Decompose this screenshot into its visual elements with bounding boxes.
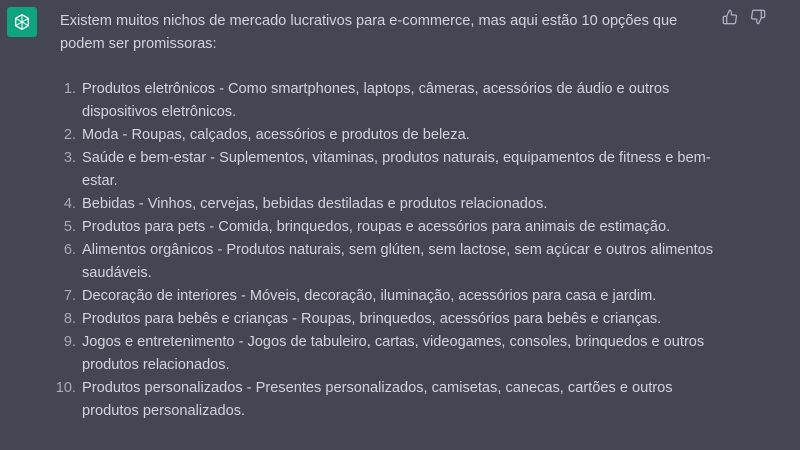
- list-item: [60, 147, 715, 193]
- thumbs-up-button[interactable]: [722, 9, 738, 25]
- list-item: [60, 308, 715, 331]
- list-item-text: Bebidas - Vinhos, cervejas, bebidas destiladas e produtos relacionados.: [82, 196, 548, 212]
- list-item-text: Saúde e bem-estar - Suplementos, vitaminas, produtos naturais, equipamentos de fitness e bem-estar.: [82, 150, 711, 189]
- list-item: [60, 216, 715, 239]
- list-item: [60, 193, 715, 216]
- list-item-text: Produtos para pets - Comida, brinquedos, roupas e acessórios para animais de estimação.: [82, 219, 671, 235]
- list-item: [60, 78, 715, 124]
- assistant-avatar: [7, 7, 37, 37]
- list-item-text: Jogos e entretenimento - Jogos de tabuleiro, cartas, videogames, consoles, brinquedos e outros produtos relacionados.: [82, 334, 705, 373]
- message-intro: Existem muitos nichos de mercado lucrativos para e-commerce, mas aqui estão 10 opções que podem ser promissoras:: [60, 13, 678, 52]
- list-item-number: 9.: [63, 334, 76, 350]
- list-item-number: 3.: [63, 150, 76, 166]
- list-item-number: 6.: [63, 242, 76, 258]
- list-item-text: Produtos para bebês e crianças - Roupas, brinquedos, acessórios para bebês e crianças.: [82, 311, 662, 327]
- thumbs-down-button[interactable]: [750, 9, 766, 25]
- list-item-number: 4.: [63, 196, 76, 212]
- openai-logo-icon: [12, 12, 32, 32]
- list-item-number: 5.: [63, 219, 76, 235]
- list-item-number: 10.: [55, 380, 76, 396]
- list-item: [60, 331, 715, 377]
- list-item: [55, 377, 715, 423]
- list-item-number: 1.: [63, 81, 76, 97]
- list-item-text: Alimentos orgânicos - Produtos naturais, sem glúten, sem lactose, sem açúcar e outros alimentos saudáveis.: [82, 242, 714, 281]
- list-item-number: 2.: [63, 127, 76, 143]
- list-item-text: Produtos eletrônicos - Como smartphones, laptops, câmeras, acessórios de áudio e outros dispositivos eletrônicos.: [82, 81, 670, 120]
- list-item-text: Produtos personalizados - Presentes personalizados, camisetas, canecas, cartões e outros produtos personalizados.: [82, 380, 673, 419]
- list-item-text: Decoração de interiores - Móveis, decoração, iluminação, acessórios para casa e jardim.: [82, 288, 657, 304]
- list-item: [60, 285, 715, 308]
- message-list: [55, 78, 715, 423]
- list-item-text: Moda - Roupas, calçados, acessórios e produtos de beleza.: [82, 127, 470, 143]
- thumbs-down-icon: [750, 9, 766, 25]
- thumbs-up-icon: [722, 9, 738, 25]
- list-item: [60, 239, 715, 285]
- list-item-number: 8.: [63, 311, 76, 327]
- list-item: [60, 124, 715, 147]
- message-content: [55, 10, 715, 423]
- feedback-controls: [722, 9, 766, 25]
- list-item-number: 7.: [63, 288, 76, 304]
